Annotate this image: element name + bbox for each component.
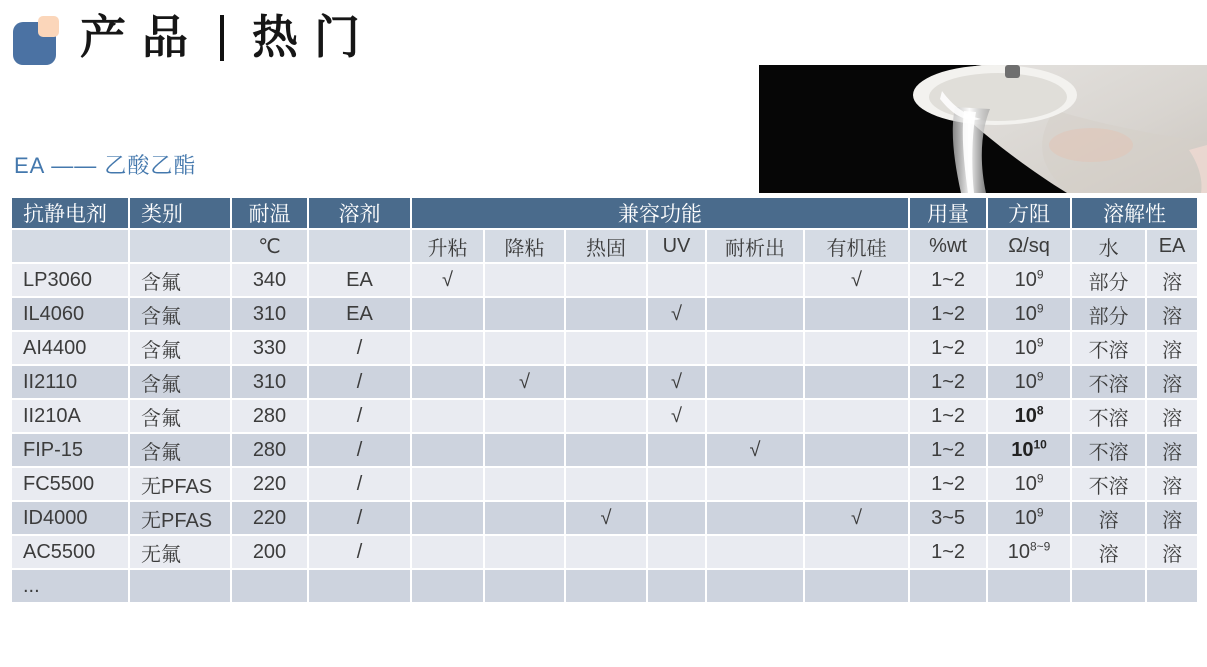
- cell-product-name: AC5500: [11, 535, 129, 569]
- cell-ea-solubility: 溶: [1146, 399, 1198, 433]
- cell-dosage: 1~2: [909, 331, 987, 365]
- page-title: [80, 8, 376, 68]
- header-cell-solubility: 溶解性: [1071, 197, 1198, 229]
- table-row: [11, 433, 1198, 467]
- header-row-units: [11, 229, 1198, 263]
- cell-compat-2: [565, 433, 647, 467]
- cell-compat-5: √: [804, 501, 909, 535]
- resistance-exponent: 8~9: [1030, 538, 1051, 553]
- subheader-cell: ℃: [231, 229, 308, 263]
- header-cell-solvent: 溶剂: [308, 197, 411, 229]
- cell-compat-2: [565, 399, 647, 433]
- resistance-exponent: 9: [1036, 470, 1044, 485]
- title-right: 热门: [252, 12, 376, 63]
- table-row: [11, 399, 1198, 433]
- cell-compat-4: [706, 263, 804, 297]
- cell-compat-3: √: [647, 365, 706, 399]
- cell-dosage: 1~2: [909, 399, 987, 433]
- title-divider: [220, 15, 224, 61]
- cell-compat-0: [411, 399, 484, 433]
- resistance-base: 10: [1007, 540, 1030, 563]
- cell-water-solubility: [1071, 569, 1146, 603]
- cell-water-solubility: 不溶: [1071, 467, 1146, 501]
- header-row-main: [11, 197, 1198, 229]
- subheader-cell: EA: [1146, 229, 1198, 263]
- cell-compat-2: [565, 331, 647, 365]
- cell-compat-3: [647, 569, 706, 603]
- cell-temp: 220: [231, 501, 308, 535]
- cell-compat-2: [565, 569, 647, 603]
- header-cell-temp: 耐温: [231, 197, 308, 229]
- cell-product-name: II210A: [11, 399, 129, 433]
- cell-dosage: 1~2: [909, 297, 987, 331]
- cell-category: 无PFAS: [129, 501, 231, 535]
- cell-compat-2: [565, 467, 647, 501]
- cell-resistance: [987, 569, 1071, 603]
- cell-resistance: [987, 365, 1071, 399]
- cell-compat-4: [706, 501, 804, 535]
- cell-water-solubility: 部分: [1071, 263, 1146, 297]
- logo-peach-square-icon: [38, 16, 59, 37]
- cell-compat-3: [647, 263, 706, 297]
- cell-compat-0: [411, 569, 484, 603]
- subheader-cell: 耐析出: [706, 229, 804, 263]
- cell-water-solubility: 不溶: [1071, 433, 1146, 467]
- subheader-cell: 升粘: [411, 229, 484, 263]
- cell-compat-3: √: [647, 399, 706, 433]
- cell-product-name: ID4000: [11, 501, 129, 535]
- cell-compat-2: [565, 535, 647, 569]
- cell-category: 含氟: [129, 331, 231, 365]
- table-row: [11, 331, 1198, 365]
- cell-temp: 340: [231, 263, 308, 297]
- cell-solvent: /: [308, 535, 411, 569]
- cell-category: 含氟: [129, 365, 231, 399]
- cell-compat-1: √: [484, 365, 565, 399]
- cell-dosage: 1~2: [909, 535, 987, 569]
- cell-compat-5: [804, 331, 909, 365]
- cell-temp: 280: [231, 433, 308, 467]
- cell-temp: 310: [231, 297, 308, 331]
- subheader-cell: 热固: [565, 229, 647, 263]
- cell-ea-solubility: 溶: [1146, 331, 1198, 365]
- cell-compat-5: [804, 399, 909, 433]
- cell-compat-5: [804, 569, 909, 603]
- cell-solvent: /: [308, 365, 411, 399]
- cell-compat-0: [411, 331, 484, 365]
- cell-resistance: [987, 331, 1071, 365]
- cell-category: [129, 569, 231, 603]
- cell-water-solubility: 溶: [1071, 535, 1146, 569]
- cell-category: 含氟: [129, 297, 231, 331]
- resistance-base: 10: [1014, 302, 1037, 325]
- cell-resistance: [987, 433, 1071, 467]
- table-row: [11, 467, 1198, 501]
- cell-compat-0: [411, 467, 484, 501]
- cell-compat-3: [647, 501, 706, 535]
- cell-compat-1: [484, 297, 565, 331]
- table-head: [11, 197, 1198, 263]
- resistance-exponent: 9: [1036, 300, 1044, 315]
- cell-category: 含氟: [129, 263, 231, 297]
- cell-compat-3: √: [647, 297, 706, 331]
- cell-compat-0: [411, 297, 484, 331]
- table-row: [11, 535, 1198, 569]
- cell-compat-3: [647, 433, 706, 467]
- subheader-cell: [308, 229, 411, 263]
- subheader-cell: 水: [1071, 229, 1146, 263]
- subheader-cell: Ω/sq: [987, 229, 1071, 263]
- cell-compat-1: [484, 467, 565, 501]
- cell-water-solubility: 不溶: [1071, 399, 1146, 433]
- cell-water-solubility: 部分: [1071, 297, 1146, 331]
- cell-solvent: [308, 569, 411, 603]
- cell-solvent: /: [308, 433, 411, 467]
- cell-product-name: ...: [11, 569, 129, 603]
- subheader-cell: UV: [647, 229, 706, 263]
- cell-product-name: FIP-15: [11, 433, 129, 467]
- cell-compat-5: [804, 433, 909, 467]
- cell-compat-5: [804, 467, 909, 501]
- cell-compat-2: [565, 365, 647, 399]
- cell-product-name: IL4060: [11, 297, 129, 331]
- cell-compat-0: √: [411, 263, 484, 297]
- subheader-cell: 有机硅: [804, 229, 909, 263]
- cell-compat-4: [706, 535, 804, 569]
- resistance-exponent: 9: [1036, 368, 1044, 383]
- cell-compat-3: [647, 535, 706, 569]
- cell-dosage: 1~2: [909, 467, 987, 501]
- cell-temp: [231, 569, 308, 603]
- cell-compat-0: [411, 535, 484, 569]
- resistance-base: 10: [1014, 404, 1037, 427]
- cell-resistance: [987, 467, 1071, 501]
- cell-resistance: [987, 399, 1071, 433]
- cell-compat-1: [484, 433, 565, 467]
- cell-ea-solubility: 溶: [1146, 263, 1198, 297]
- cell-product-name: LP3060: [11, 263, 129, 297]
- resistance-base: 10: [1014, 268, 1037, 291]
- cell-product-name: FC5500: [11, 467, 129, 501]
- cell-category: 含氟: [129, 399, 231, 433]
- resistance-exponent: 9: [1036, 334, 1044, 349]
- cell-compat-2: [565, 297, 647, 331]
- cell-solvent: /: [308, 501, 411, 535]
- cell-solvent: /: [308, 467, 411, 501]
- header-cell-category: 类别: [129, 197, 231, 229]
- cell-solvent: EA: [308, 263, 411, 297]
- cell-compat-1: [484, 331, 565, 365]
- cell-category: 无氟: [129, 535, 231, 569]
- cell-compat-1: [484, 501, 565, 535]
- resistance-base: 10: [1014, 370, 1037, 393]
- cell-solvent: /: [308, 331, 411, 365]
- cell-compat-3: [647, 331, 706, 365]
- cell-dosage: 1~2: [909, 365, 987, 399]
- cell-compat-1: [484, 263, 565, 297]
- cell-dosage: 1~2: [909, 433, 987, 467]
- cell-compat-4: √: [706, 433, 804, 467]
- cell-solvent: /: [308, 399, 411, 433]
- header-cell-dosage: 用量: [909, 197, 987, 229]
- header-cell-agent: 抗静电剂: [11, 197, 129, 229]
- cell-water-solubility: 不溶: [1071, 365, 1146, 399]
- resistance-exponent: 9: [1036, 266, 1044, 281]
- cell-category: 含氟: [129, 433, 231, 467]
- cell-water-solubility: 不溶: [1071, 331, 1146, 365]
- cell-compat-5: √: [804, 263, 909, 297]
- cell-compat-2: √: [565, 501, 647, 535]
- resistance-exponent: 9: [1036, 504, 1044, 519]
- cell-temp: 330: [231, 331, 308, 365]
- cell-dosage: 1~2: [909, 263, 987, 297]
- cell-compat-4: [706, 467, 804, 501]
- table-body: [11, 263, 1198, 603]
- subheader-cell: 降粘: [484, 229, 565, 263]
- cell-ea-solubility: 溶: [1146, 501, 1198, 535]
- cell-compat-1: [484, 535, 565, 569]
- cell-ea-solubility: 溶: [1146, 535, 1198, 569]
- cell-compat-2: [565, 263, 647, 297]
- cell-ea-solubility: 溶: [1146, 433, 1198, 467]
- cell-compat-0: [411, 433, 484, 467]
- resistance-exponent: 8: [1036, 402, 1044, 417]
- cell-product-name: II2110: [11, 365, 129, 399]
- title-left: 产品: [80, 12, 204, 63]
- cell-temp: 220: [231, 467, 308, 501]
- cell-compat-4: [706, 331, 804, 365]
- table-row: [11, 365, 1198, 399]
- section-subtitle: EA —— 乙酸乙酯: [14, 153, 197, 178]
- cell-compat-1: [484, 399, 565, 433]
- cell-ea-solubility: 溶: [1146, 365, 1198, 399]
- cell-compat-5: [804, 535, 909, 569]
- cell-compat-5: [804, 297, 909, 331]
- cell-compat-3: [647, 467, 706, 501]
- cell-resistance: [987, 535, 1071, 569]
- subheader-cell: [11, 229, 129, 263]
- cell-compat-0: [411, 501, 484, 535]
- cell-compat-1: [484, 569, 565, 603]
- cell-category: 无PFAS: [129, 467, 231, 501]
- table-row: [11, 569, 1198, 603]
- cell-compat-4: [706, 297, 804, 331]
- cell-dosage: 3~5: [909, 501, 987, 535]
- subheader-cell: %wt: [909, 229, 987, 263]
- resistance-base: 10: [1011, 438, 1034, 461]
- cell-dosage: [909, 569, 987, 603]
- cell-ea-solubility: 溶: [1146, 467, 1198, 501]
- table-row: [11, 263, 1198, 297]
- cell-compat-4: [706, 569, 804, 603]
- cell-compat-0: [411, 365, 484, 399]
- table-row: [11, 297, 1198, 331]
- cell-compat-5: [804, 365, 909, 399]
- product-table: [10, 196, 1199, 604]
- cell-resistance: [987, 297, 1071, 331]
- resistance-base: 10: [1014, 506, 1037, 529]
- resistance-exponent: 10: [1033, 436, 1047, 451]
- subheader-cell: [129, 229, 231, 263]
- cell-ea-solubility: [1146, 569, 1198, 603]
- cell-water-solubility: 溶: [1071, 501, 1146, 535]
- pouring-liquid-illustration: [759, 65, 1207, 193]
- hero-photo: [759, 65, 1207, 193]
- cell-resistance: [987, 501, 1071, 535]
- cell-product-name: AI4400: [11, 331, 129, 365]
- header-cell-compat: 兼容功能: [411, 197, 909, 229]
- table-row: [11, 501, 1198, 535]
- header-cell-resistance: 方阻: [987, 197, 1071, 229]
- cell-temp: 280: [231, 399, 308, 433]
- resistance-base: 10: [1014, 336, 1037, 359]
- cell-compat-4: [706, 399, 804, 433]
- resistance-base: 10: [1014, 472, 1037, 495]
- cell-ea-solubility: 溶: [1146, 297, 1198, 331]
- cell-solvent: EA: [308, 297, 411, 331]
- cell-temp: 200: [231, 535, 308, 569]
- cell-resistance: [987, 263, 1071, 297]
- cell-temp: 310: [231, 365, 308, 399]
- cell-compat-4: [706, 365, 804, 399]
